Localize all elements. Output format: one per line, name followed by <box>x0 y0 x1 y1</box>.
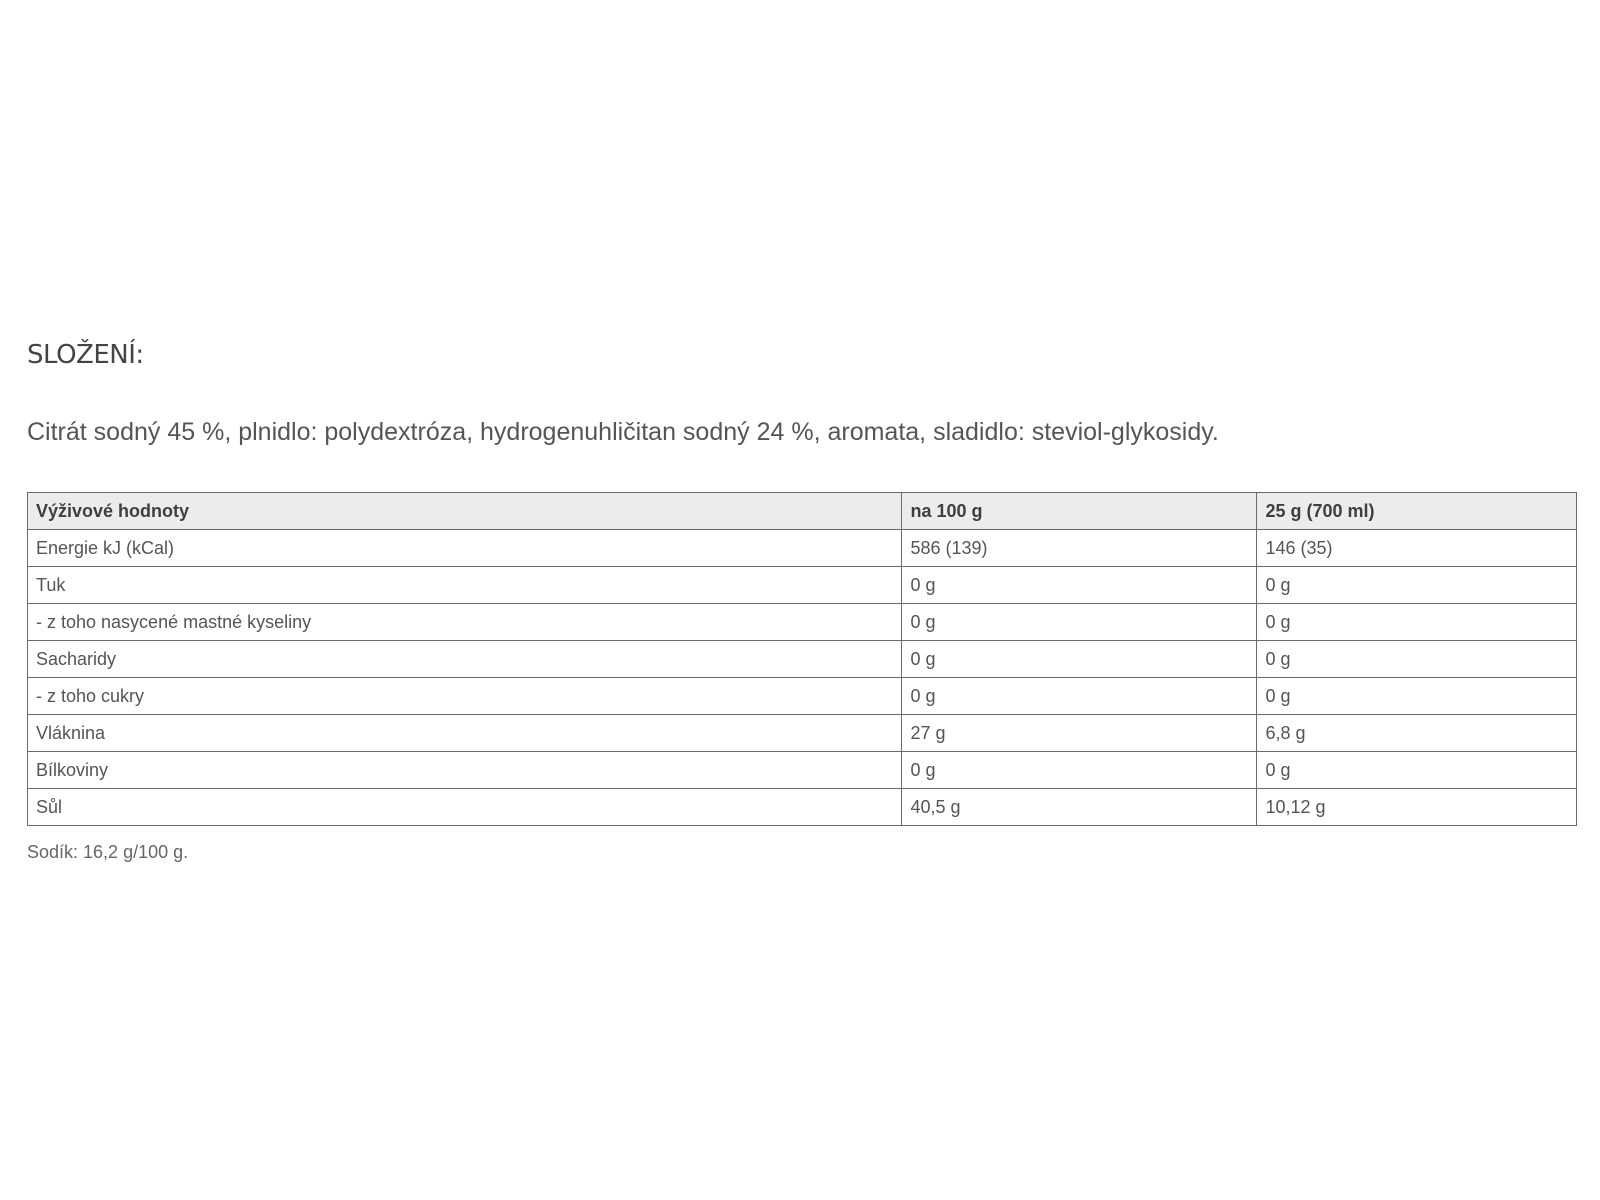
header-per-serving: 25 g (700 ml) <box>1257 493 1577 530</box>
table-row <box>28 715 1577 752</box>
header-per-100g: na 100 g <box>902 493 1257 530</box>
header-nutrient: Výživové hodnoty <box>28 493 902 530</box>
value-per-serving: 146 (35) <box>1257 530 1577 567</box>
table-row <box>28 678 1577 715</box>
table-row <box>28 530 1577 567</box>
nutrient-name: - z toho nasycené mastné kyseliny <box>28 604 902 641</box>
nutrient-name: Sacharidy <box>28 641 902 678</box>
value-per-100g: 0 g <box>902 752 1257 789</box>
nutrient-name: - z toho cukry <box>28 678 902 715</box>
nutrient-name: Bílkoviny <box>28 752 902 789</box>
value-per-100g: 40,5 g <box>902 789 1257 826</box>
table-row <box>28 604 1577 641</box>
table-row <box>28 567 1577 604</box>
table-row <box>28 789 1577 826</box>
value-per-100g: 586 (139) <box>902 530 1257 567</box>
nutrient-name: Sůl <box>28 789 902 826</box>
table-row <box>28 752 1577 789</box>
table-header-row <box>28 493 1577 530</box>
value-per-serving: 0 g <box>1257 678 1577 715</box>
value-per-serving: 0 g <box>1257 604 1577 641</box>
nutrient-name: Vláknina <box>28 715 902 752</box>
nutrient-name: Energie kJ (kCal) <box>28 530 902 567</box>
value-per-serving: 6,8 g <box>1257 715 1577 752</box>
value-per-100g: 0 g <box>902 678 1257 715</box>
table-row <box>28 641 1577 678</box>
composition-heading: SLOŽENÍ: <box>27 340 144 370</box>
value-per-100g: 0 g <box>902 604 1257 641</box>
value-per-serving: 0 g <box>1257 752 1577 789</box>
nutrient-name: Tuk <box>28 567 902 604</box>
sodium-footnote: Sodík: 16,2 g/100 g. <box>27 842 189 862</box>
value-per-100g: 0 g <box>902 567 1257 604</box>
value-per-100g: 27 g <box>902 715 1257 752</box>
value-per-serving: 0 g <box>1257 567 1577 604</box>
value-per-100g: 0 g <box>902 641 1257 678</box>
nutrition-table <box>27 492 1577 826</box>
value-per-serving: 0 g <box>1257 641 1577 678</box>
ingredients-text: Citrát sodný 45 %, plnidlo: polydextróza, hydrogenuhličitan sodný 24 %, aromata, sladidlo: steviol-glykosidy. <box>27 418 1219 446</box>
value-per-serving: 10,12 g <box>1257 789 1577 826</box>
